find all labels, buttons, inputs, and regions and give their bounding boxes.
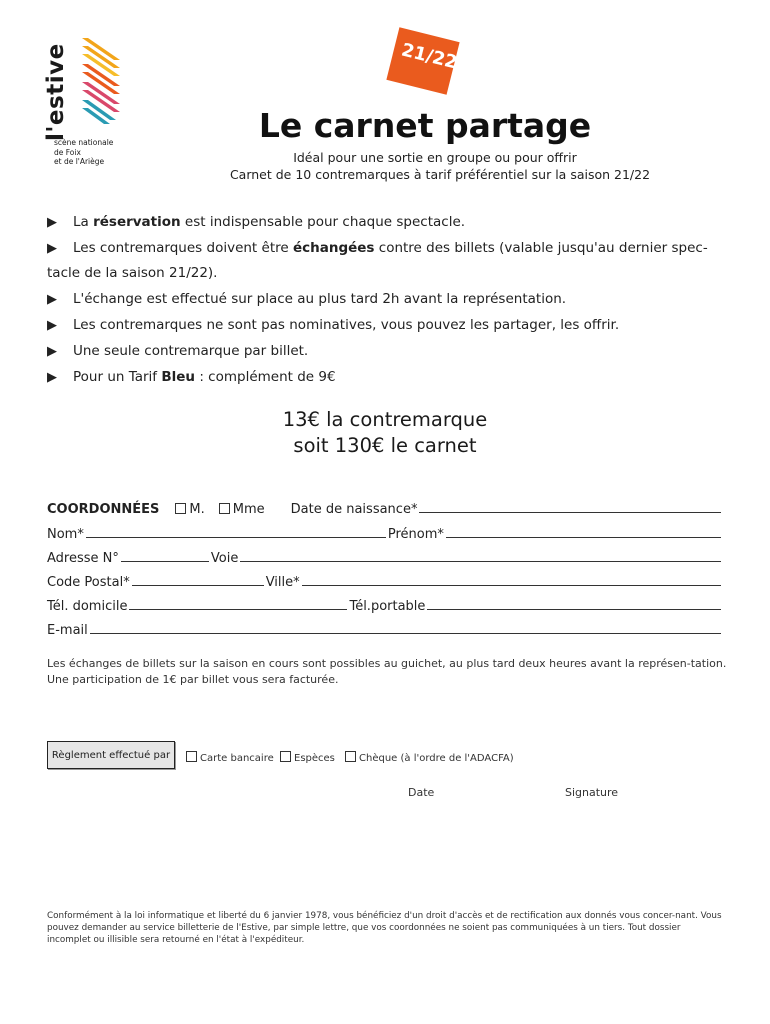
arrow-icon: ▶: [47, 318, 57, 333]
checkbox-mr[interactable]: [175, 502, 204, 517]
lastname-label: Nom*: [47, 527, 84, 542]
bullet-exchange-time: [47, 287, 727, 312]
checkbox-box[interactable]: [186, 751, 197, 762]
checkbox-mrs[interactable]: [219, 502, 265, 517]
email-field[interactable]: [90, 623, 721, 634]
subtitle-line-1: Idéal pour une sortie en groupe ou pour offrir: [293, 150, 577, 165]
checkbox-box[interactable]: [280, 751, 291, 762]
logo-wordmark: l'estive: [43, 43, 69, 141]
bullet-text: La: [73, 214, 94, 230]
street-field[interactable]: [240, 551, 721, 562]
bullet-bold: Bleu: [161, 369, 196, 385]
exchange-note: Les échanges de billets sur la saison en cours sont possibles au guichet, au plus tard deux heures avant la représen-tation. Une participation de 1€ par billet vous sera facturée.: [47, 657, 727, 686]
arrow-icon: ▶: [47, 370, 57, 385]
city-field[interactable]: [302, 575, 721, 586]
postcode-field[interactable]: [132, 575, 264, 586]
checkbox-label: M.: [189, 502, 205, 517]
checkbox-box[interactable]: [345, 751, 356, 762]
payment-cash-option[interactable]: [280, 751, 335, 764]
checkbox-box[interactable]: [219, 503, 230, 514]
form-row-email: [47, 623, 723, 638]
firstname-label: Prénom*: [387, 527, 444, 542]
birthdate-label: Date de naissance*: [290, 502, 418, 517]
form-row-identity: [47, 502, 723, 517]
bullet-text: : complément de 9€: [195, 369, 336, 385]
date-label: Date: [408, 786, 435, 799]
bullet-text: est indispensable pour chaque spectacle.: [180, 214, 466, 230]
price-per-ticket: 13€ la contremarque: [282, 408, 488, 431]
payment-cheque-option[interactable]: [345, 751, 514, 764]
payment-label-box: Règlement effectué par: [47, 741, 175, 769]
bullet-one-per-ticket: [47, 339, 727, 364]
arrow-icon: ▶: [47, 344, 57, 359]
form-row-address: [47, 551, 723, 566]
arrow-icon: ▶: [47, 215, 57, 230]
page-title: Le carnet partage: [258, 106, 592, 145]
postcode-label: Code Postal*: [47, 575, 130, 590]
bullet-text: L'échange est effectué sur place au plus tard 2h avant la représentation.: [73, 291, 567, 307]
mobile-phone-label: Tél.portable: [349, 599, 426, 614]
logo-subtitle-line: scène nationale: [54, 138, 114, 147]
home-phone-field[interactable]: [129, 599, 347, 610]
arrow-icon: ▶: [47, 241, 57, 256]
address-number-label: Adresse N°: [47, 551, 119, 566]
subtitle-line-2: Carnet de 10 contremarques à tarif préférentiel sur la saison 21/22: [229, 167, 651, 182]
address-number-field[interactable]: [121, 551, 209, 562]
season-badge-text: 21/22: [399, 39, 460, 74]
bullet-exchange: [47, 236, 727, 261]
payment-card-option[interactable]: [186, 751, 274, 764]
form-row-phone: [47, 599, 723, 614]
bullet-text: Les contremarques ne sont pas nominatives, vous pouvez les partager, les offrir.: [73, 317, 620, 333]
form-row-name: [47, 527, 723, 542]
bullet-bold: échangées: [292, 240, 375, 256]
coordinates-label: COORDONNÉES: [47, 502, 160, 517]
firstname-field[interactable]: [446, 527, 721, 538]
payment-option-label: Espèces: [294, 753, 335, 764]
arrow-icon: ▶: [47, 292, 57, 307]
email-label: E-mail: [47, 623, 88, 638]
street-label: Voie: [210, 551, 239, 566]
bullet-text: Les contremarques doivent être: [73, 240, 293, 256]
city-label: Ville*: [265, 575, 300, 590]
home-phone-label: Tél. domicile: [47, 599, 128, 614]
mobile-phone-field[interactable]: [427, 599, 721, 610]
bullet-text: Pour un Tarif: [73, 369, 162, 385]
season-badge: [392, 34, 460, 92]
legal-footer: Conformément à la loi informatique et liberté du 6 janvier 1978, vous bénéficiez d'un droit d'accès et de rectification aux donnés vous concer-nant. Vous pouvez demander au service billetterie de l'Estive, par simple lettre, que vos coordonnées ne soient pas communiquées à un tiers. Tout dossier incomplet ou illisible sera retourné en l'état à l'expéditeur.: [47, 911, 722, 945]
lastname-field[interactable]: [86, 527, 386, 538]
bullet-bold: réservation: [93, 214, 181, 230]
payment-option-label: Carte bancaire: [200, 753, 274, 764]
payment-option-label: Chèque (à l'ordre de l'ADACFA): [359, 753, 514, 764]
bullet-text: Une seule contremarque par billet.: [73, 343, 309, 359]
checkbox-box[interactable]: [175, 503, 186, 514]
price-per-book: soit 130€ le carnet: [293, 434, 477, 457]
form-row-city: [47, 575, 723, 590]
estive-logo: [44, 38, 134, 166]
bullet-not-nominative: [47, 313, 727, 338]
bullet-exchange-continued: tacle de la saison 21/22).: [47, 265, 218, 281]
logo-subtitle-line: de Foix: [54, 147, 81, 157]
bullet-text: contre des billets (valable jusqu'au dernier spec-: [374, 240, 708, 256]
birthdate-field[interactable]: [419, 502, 721, 513]
logo-subtitle-line: et de l'Ariège: [54, 157, 105, 166]
bullet-reservation: [47, 210, 727, 235]
bullet-tarif-bleu: [47, 365, 727, 390]
signature-label: Signature: [565, 786, 619, 799]
checkbox-label: Mme: [232, 502, 265, 517]
